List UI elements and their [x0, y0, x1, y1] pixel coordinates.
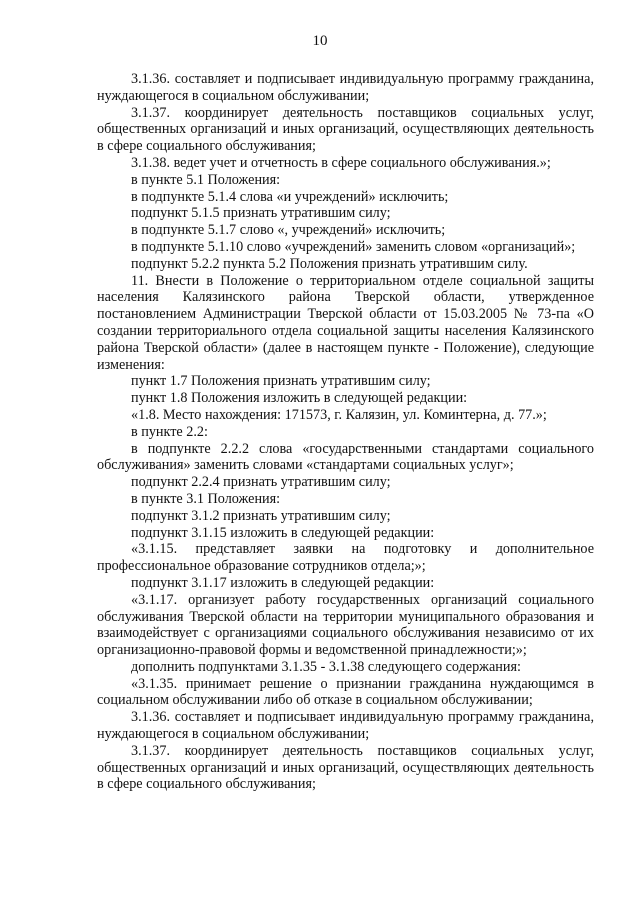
- page-number: 10: [312, 33, 328, 49]
- paragraph-subitem-2-2-4: подпункт 2.2.4 признать утратившим силу;: [131, 474, 391, 491]
- paragraph-quote-3-1-17: «3.1.17. организует работу государственных организаций социального обслуживания Тверской области на территории муниципального образования и взаимодействует с организациями социального обслуживания независимо от их организационно-правовой формы и ведомственной принадлежности;»;: [97, 591, 594, 659]
- paragraph-section-11: 11. Внести в Положение о территориальном отделе социальной защиты населения Калязинского района Тверской области, утвержденное постановлением Администрации Тверской области от 15.03.2005 № 73-па «О создании территориального отдела социальной защиты населения Калязинского района Тверской области» (далее в настоящем пункте - Положение), следующие изменения:: [97, 272, 594, 373]
- paragraph-quote-1-8: «1.8. Место нахождения: 171573, г. Калязин, ул. Коминтерна, д. 77.»;: [131, 406, 547, 423]
- paragraph-subitem-5-1-5: подпункт 5.1.5 признать утратившим силу;: [131, 205, 391, 222]
- paragraph-item-3-1: в пункте 3.1 Положения:: [131, 490, 281, 507]
- paragraph-item-2-2: в пункте 2.2:: [131, 423, 208, 440]
- paragraph-add-subitems: дополнить подпунктами 3.1.35 - 3.1.38 следующего содержания:: [131, 658, 521, 675]
- paragraph-3-1-38: 3.1.38. ведет учет и отчетность в сфере социального обслуживания.»;: [131, 154, 551, 171]
- paragraph-item-5-1: в пункте 5.1 Положения:: [131, 171, 281, 188]
- paragraph-3-1-37: 3.1.37. координирует деятельность поставщиков социальных услуг, общественных организаций и иных организаций, осуществляющих деятельность в сфере социального обслуживания;: [97, 104, 594, 155]
- paragraph-3-1-36: 3.1.36. составляет и подписывает индивидуальную программу гражданина, нуждающегося в социальном обслуживании;: [97, 71, 594, 104]
- paragraph-subitem-5-1-10: в подпункте 5.1.10 слово «учреждений» заменить словом «организаций»;: [131, 238, 576, 255]
- paragraph-subitem-3-1-15: подпункт 3.1.15 изложить в следующей редакции:: [131, 524, 435, 541]
- paragraph-quote-3-1-15: «3.1.15. представляет заявки на подготовку и дополнительное профессиональное образование сотрудников отдела;»;: [97, 541, 594, 575]
- paragraph-subitem-3-1-2: подпункт 3.1.2 признать утратившим силу;: [131, 507, 391, 524]
- body-text: [97, 71, 594, 793]
- paragraph-item-1-7: пункт 1.7 Положения признать утратившим силу;: [131, 373, 431, 390]
- paragraph-quote-3-1-36: 3.1.36. составляет и подписывает индивидуальную программу гражданина, нуждающегося в социальном обслуживании;: [97, 709, 594, 743]
- paragraph-subitem-5-1-7: в подпункте 5.1.7 слово «, учреждений» исключить;: [131, 222, 446, 239]
- paragraph-subitem-5-1-4: в подпункте 5.1.4 слова «и учреждений» исключить;: [131, 188, 449, 205]
- paragraph-quote-3-1-35: «3.1.35. принимает решение о признании гражданина нуждающимся в социальном обслуживании либо об отказе в социальном обслуживании;: [97, 675, 594, 709]
- paragraph-subitem-2-2-2: в подпункте 2.2.2 слова «государственными стандартами социального обслуживания» заменить словами «стандартами социальных услуг»;: [97, 440, 594, 474]
- paragraph-subitem-5-2-2: подпункт 5.2.2 пункта 5.2 Положения признать утратившим силу.: [131, 255, 528, 272]
- paragraph-item-1-8: пункт 1.8 Положения изложить в следующей редакции:: [131, 390, 468, 407]
- paragraph-quote-3-1-37: 3.1.37. координирует деятельность поставщиков социальных услуг, общественных организаций и иных организаций, осуществляющих деятельность в сфере социального обслуживания;: [97, 742, 594, 793]
- paragraph-subitem-3-1-17: подпункт 3.1.17 изложить в следующей редакции:: [131, 574, 435, 591]
